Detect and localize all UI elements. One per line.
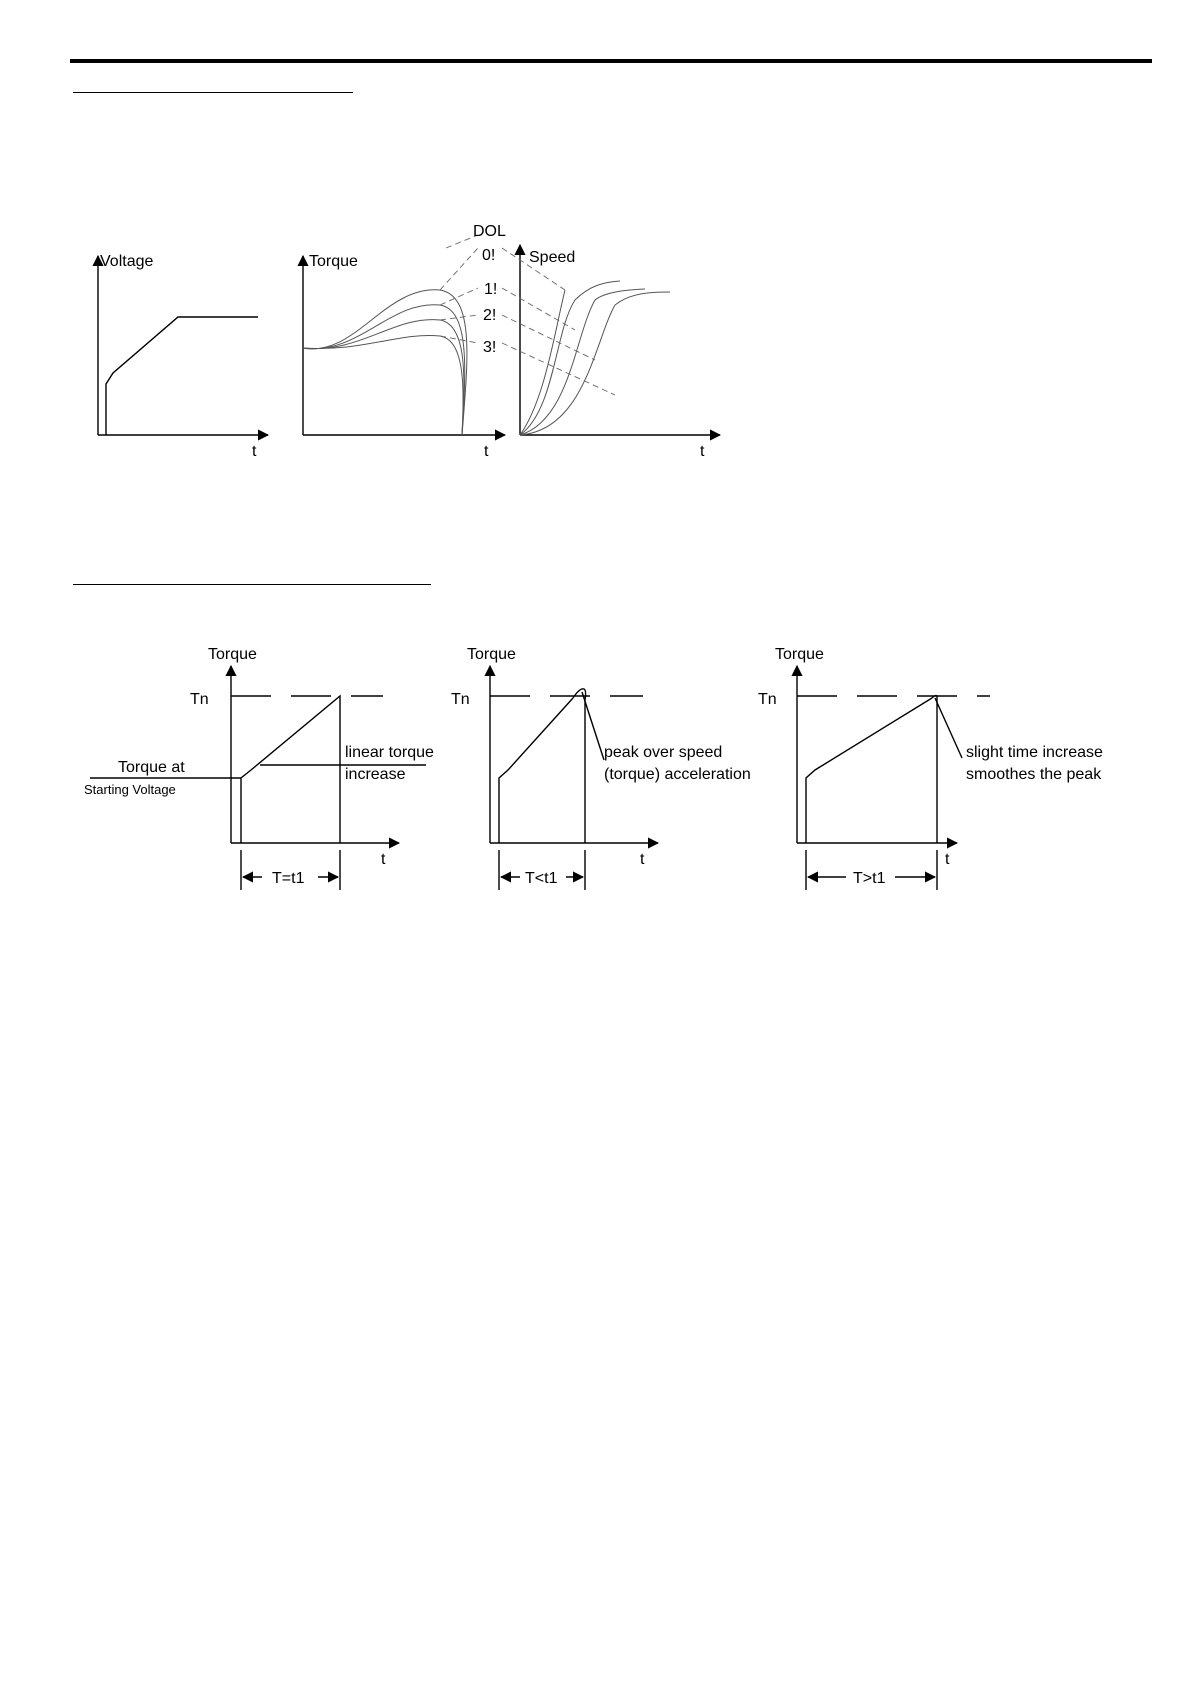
starting-torque-label-1: Torque at [118,759,185,776]
left-time-label: T=t1 [272,870,305,887]
curve-label-1: 1! [484,281,498,298]
speed-axis-label: Speed [529,249,576,266]
right-note-leader [935,698,962,758]
right-t-label: t [945,851,950,868]
curve-label-2: 2! [483,307,497,324]
middle-t-label: t [640,851,645,868]
leader-line [440,315,478,320]
torque-curve-2 [303,320,464,435]
torque-ramp-graph-right [797,666,990,890]
speed-graph [520,245,720,435]
middle-torque-ramp [499,698,573,843]
middle-note-1: peak over speed [604,744,723,761]
left-torque-ramp [241,696,340,843]
voltage-axis-label: Voltage [100,253,154,270]
leader-line [502,343,615,395]
curve-label-0: 0! [482,247,496,264]
left-note-1: linear torque [345,744,434,761]
speed-t-label: t [700,443,705,460]
speed-curve-3 [520,292,670,435]
curve-label-3: 3! [483,339,497,356]
torque-t-label: t [484,443,489,460]
right-torque-label: Torque [775,646,824,663]
torque-curve-3 [303,335,463,435]
torque-curves [303,290,467,435]
left-t-label: t [381,851,386,868]
torque-curve-dol [303,290,467,435]
speed-curve-dol [520,290,565,435]
speed-curve-2 [520,289,645,435]
right-tn-label: Tn [758,691,777,708]
left-note-2: increase [345,766,406,783]
torque-axis-label: Torque [309,253,358,270]
leader-line [440,248,478,290]
middle-note-2: (torque) acceleration [604,766,751,783]
dol-label: DOL [473,223,506,240]
middle-torque-label: Torque [467,646,516,663]
speed-curve-1 [520,281,620,435]
torque-curve-1 [303,305,465,435]
right-note-2: smoothes the peak [966,766,1102,783]
middle-tn-label: Tn [451,691,470,708]
left-torque-label: Torque [208,646,257,663]
voltage-t-label: t [252,443,257,460]
middle-time-label: T<t1 [525,870,558,887]
right-time-label: T>t1 [853,870,886,887]
voltage-graph [98,256,268,435]
starting-torque-label-2: Starting Voltage [84,782,176,797]
voltage-ramp-curve [106,317,258,435]
right-torque-ramp [806,698,932,843]
torque-graph [303,256,505,435]
leader-line [440,288,478,305]
left-tn-label: Tn [190,691,209,708]
speed-curves [520,281,670,435]
right-note-1: slight time increase [966,744,1103,761]
